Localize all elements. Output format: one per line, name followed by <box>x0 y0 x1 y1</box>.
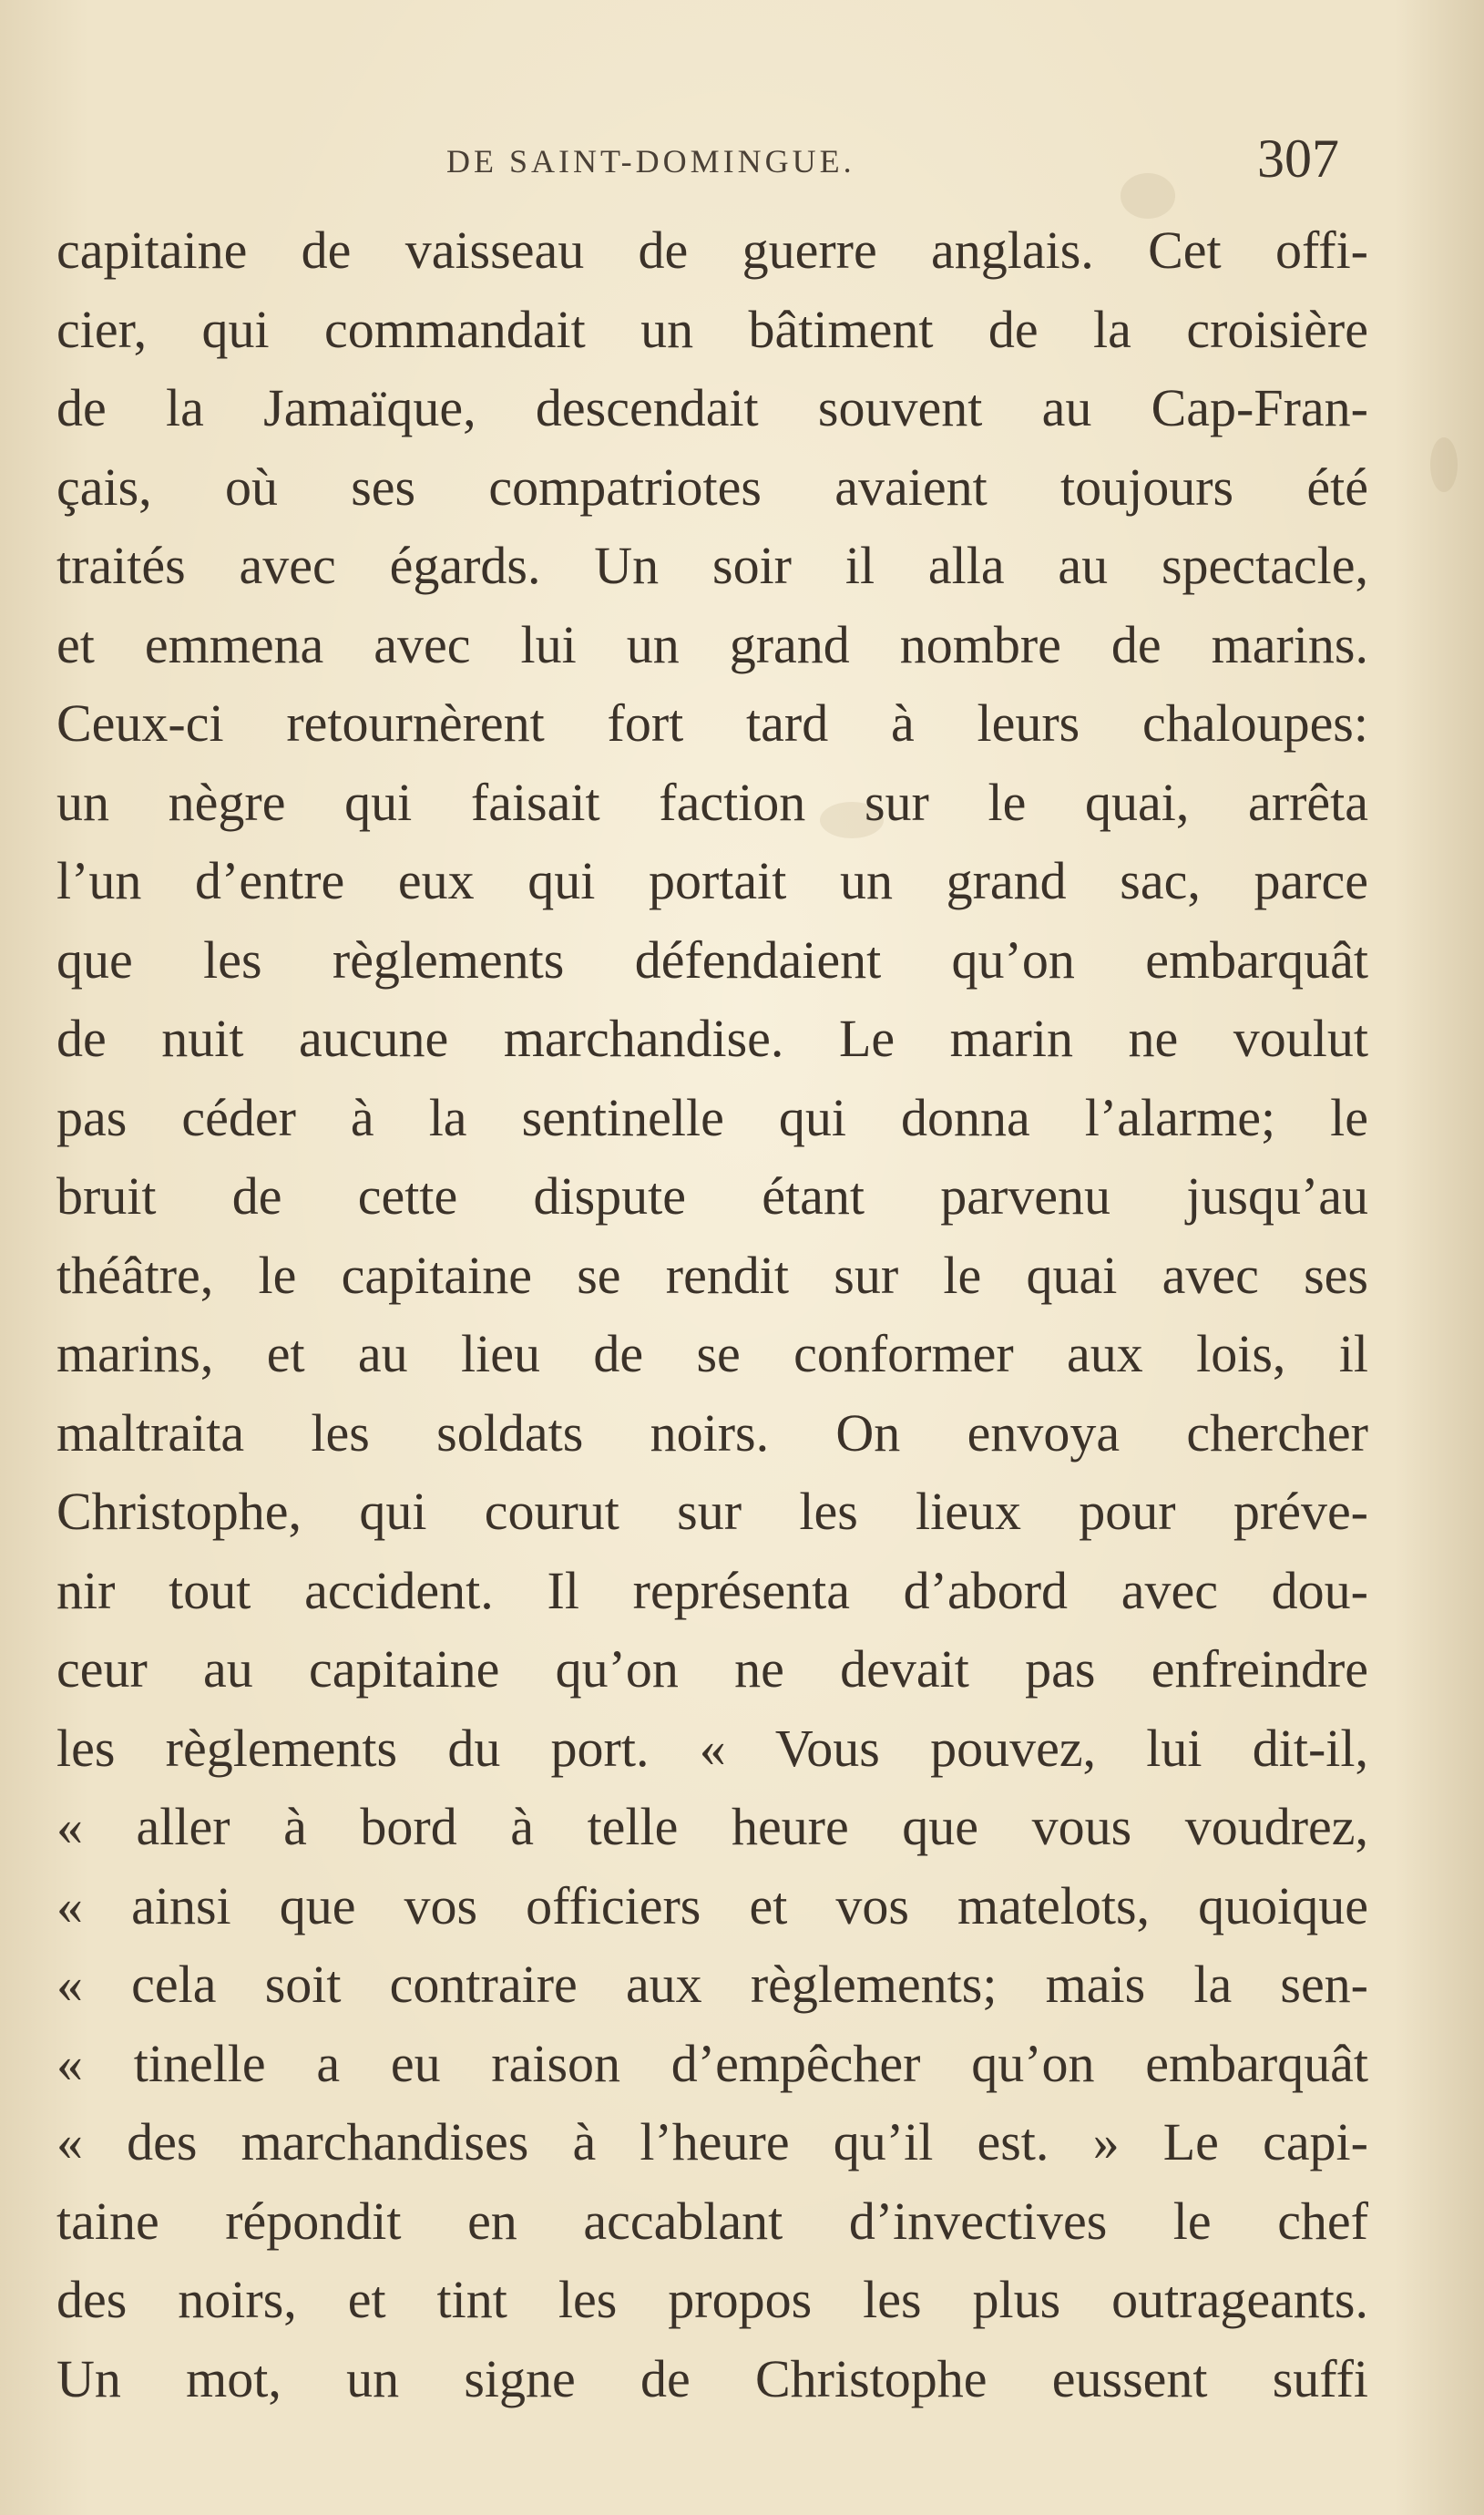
text-line: nir tout accident. Il représenta d’abord avec dou- <box>56 1560 1368 1620</box>
text-line: « cela soit contraire aux règlements; mais la sen- <box>56 1955 1368 2014</box>
text-line: cier, qui commandait un bâtiment de la croisière <box>56 299 1368 359</box>
text-line: de nuit aucune marchandise. Le marin ne voulut <box>56 1009 1368 1068</box>
text-line: Ceux-ci retournèrent fort tard à leurs chaloupes: <box>56 693 1368 753</box>
page-header <box>0 128 1484 191</box>
text-line: « aller à bord à telle heure que vous voudrez, <box>56 1797 1368 1856</box>
text-line: traités avec égards. Un soir il alla au spectacle, <box>56 536 1368 595</box>
text-line: l’un d’entre eux qui portait un grand sac, parce <box>56 851 1368 910</box>
text-line: « des marchandises à l’heure qu’il est. » Le capi- <box>56 2112 1368 2171</box>
text-line: capitaine de vaisseau de guerre anglais. Cet offi- <box>56 221 1368 280</box>
paper-stain <box>1430 437 1458 492</box>
text-line: les règlements du port. « Vous pouvez, lui dit-il, <box>56 1718 1368 1778</box>
text-line: maltraita les soldats noirs. On envoya chercher <box>56 1402 1368 1463</box>
text-line: « tinelle a eu raison d’empêcher qu’on embarquât <box>56 2033 1368 2093</box>
page-number: 307 <box>1257 128 1339 189</box>
text-line: ceur au capitaine qu’on ne devait pas enfreindre <box>56 1639 1368 1699</box>
text-line: bruit de cette dispute étant parvenu jusqu’au <box>56 1166 1368 1226</box>
text-line: çais, où ses compatriotes avaient toujours été <box>56 457 1368 517</box>
text-line: des noirs, et tint les propos les plus outrageants. <box>56 2270 1368 2329</box>
text-line: « ainsi que vos officiers et vos matelots, quoique <box>56 1875 1368 1935</box>
text-line: taine répondit en accablant d’invectives le chef <box>56 2191 1368 2251</box>
text-line: un nègre qui faisait faction sur le quai, arrêta <box>56 772 1368 832</box>
text-line: théâtre, le capitaine se rendit sur le quai avec ses <box>56 1245 1368 1305</box>
text-line: et emmena avec lui un grand nombre de marins. <box>56 614 1368 674</box>
running-title: DE SAINT-DOMINGUE. <box>446 143 855 180</box>
text-line: pas céder à la sentinelle qui donna l’alarme; le <box>56 1087 1368 1147</box>
body-text <box>56 211 1368 2418</box>
text-line: que les règlements défendaient qu’on embarquât <box>56 929 1368 990</box>
text-line: marins, et au lieu de se conformer aux lois, il <box>56 1324 1368 1383</box>
text-line: Christophe, qui courut sur les lieux pour préve- <box>56 1482 1368 1541</box>
text-line: de la Jamaïque, descendait souvent au Cap-Fran- <box>56 378 1368 437</box>
text-line: Un mot, un signe de Christophe eussent suffi <box>56 2348 1368 2408</box>
